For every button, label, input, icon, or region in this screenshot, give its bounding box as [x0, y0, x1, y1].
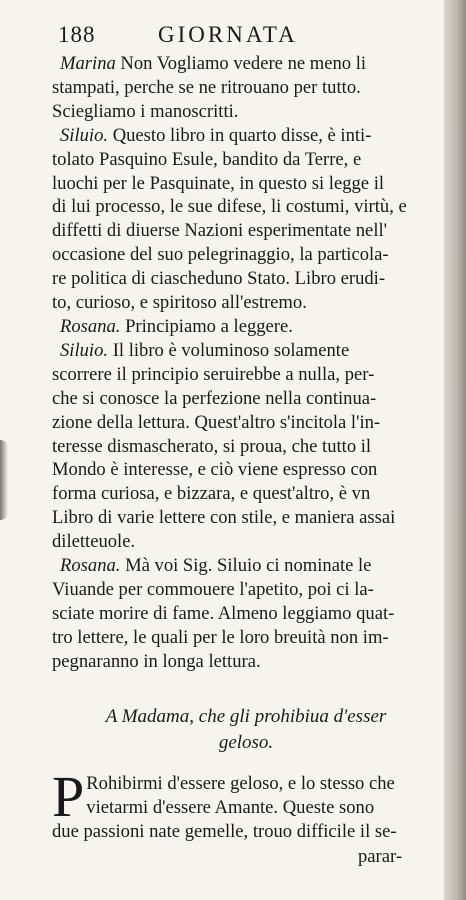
text-line: zione della lettura. Quest'altro s'incitola l'in-: [52, 411, 381, 433]
text-line: Marina Non Vogliamo vedere ne meno li: [60, 53, 367, 74]
text-line: tro lettere, le quali per le loro breuità non im-: [52, 626, 389, 648]
catchword: parar-: [358, 846, 403, 867]
text-line: pegnaranno in longa lettura.: [52, 650, 261, 672]
drop-cap: P: [52, 764, 85, 829]
text-line: di lui processo, le sue difese, li costumi, virtù, e: [52, 196, 407, 218]
text-line: teresse dismascherato, si proua, che tutto il: [52, 435, 372, 457]
text-line: luochi per le Pasquinate, in questo si legge il: [52, 172, 385, 194]
text-line: sciate morire di fame. Almeno leggiamo quat-: [52, 602, 395, 624]
page-number: 188: [58, 22, 96, 47]
heading-line: geloso.: [218, 732, 274, 753]
text-line: Siluio. Il libro è voluminoso solamente: [60, 339, 350, 361]
text-line: che si conosce la perfezione nella continua-: [52, 387, 377, 409]
dialogue-paragraph: [52, 315, 440, 339]
speaker-name: Siluio.: [60, 339, 109, 361]
text-line: Rosana. Principiamo a leggere.: [60, 315, 293, 337]
text-line: tolato Pasquino Esule, bandito da Terre, e: [52, 148, 362, 170]
text-line: due passioni nate gemelle, trouo difficile il se-: [52, 821, 397, 842]
dialogue-body: [52, 52, 440, 674]
text-line: Sciegliamo i manoscritti.: [52, 100, 239, 122]
text-line: to, curioso, e spiritoso all'estremo.: [52, 292, 307, 314]
running-head: [58, 22, 418, 52]
text-line: scorrere il principio seruirebbe a nulla, per-: [52, 363, 375, 385]
text-line: diffetti di diuerse Nazioni esperimentate nell': [52, 220, 387, 242]
dialogue-paragraph: [52, 554, 440, 674]
text-line: forma curiosa, e bizzara, e quest'altro, è vn: [52, 483, 371, 505]
text-line: Rosana. Mà voi Sig. Siluio ci nominate le: [60, 555, 372, 577]
speaker-name: Rosana.: [60, 555, 121, 577]
text-line: stampati, perche se ne ritrouano per tutto.: [52, 76, 361, 98]
heading-line: A Madama, che gli prohibiua d'esser: [105, 706, 387, 727]
speaker-name: Rosana.: [60, 315, 121, 337]
running-title: GIORNATA: [158, 22, 298, 47]
speaker-name: Marina: [60, 53, 116, 74]
text-line: re politica di ciascheduno Stato. Libro erudi-: [52, 268, 386, 290]
text-line: diletteuole.: [52, 531, 136, 553]
letter-body: [52, 764, 440, 844]
text-line: Viuande per commouere l'apetito, poi ci la-: [52, 578, 374, 600]
dialogue-paragraph: [52, 124, 440, 315]
text-line: Siluio. Questo libro in quarto disse, è inti-: [60, 124, 372, 146]
dialogue-paragraph: [52, 339, 440, 554]
dialogue-paragraph: [52, 52, 440, 124]
text-line: Libro di varie lettere con stile, e maniera assai: [52, 507, 396, 529]
page-gutter: [444, 0, 466, 900]
page-edge-shadow: [0, 440, 8, 520]
text-line: Rohibirmi d'essere geloso, e lo stesso che: [86, 773, 395, 794]
speaker-name: Siluio.: [60, 124, 109, 146]
text-line: vietarmi d'essere Amante. Queste sono: [86, 797, 375, 818]
text-line: Mondo è interesse, e ciò viene espresso con: [52, 459, 378, 481]
text-line: occasione del suo pelegrinaggio, la particola-: [52, 244, 389, 266]
letter-heading: [52, 704, 440, 756]
